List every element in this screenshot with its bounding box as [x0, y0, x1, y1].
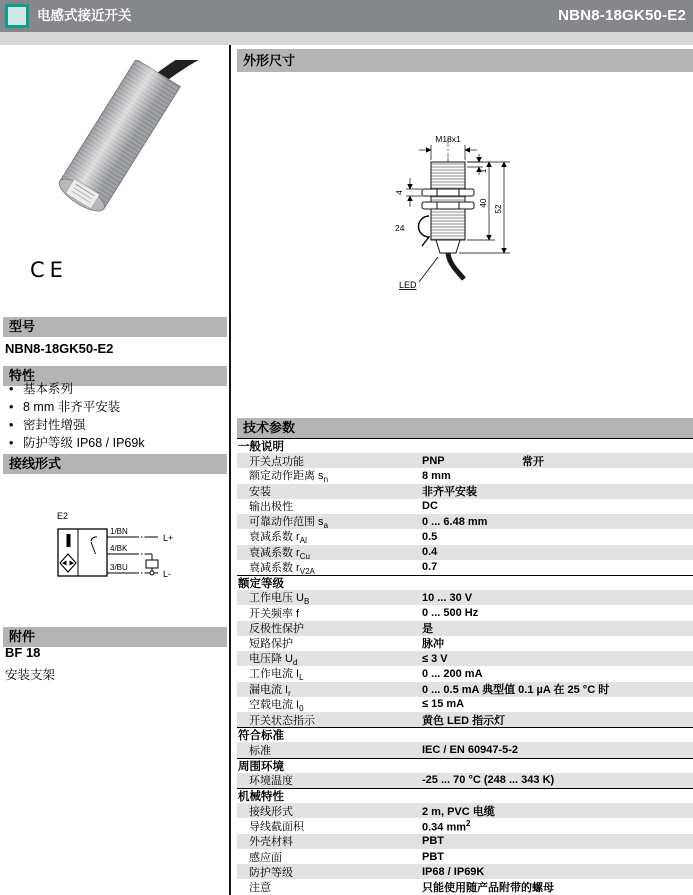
- spec-label: 接线形式: [249, 805, 293, 818]
- spec-value: IEC / EN 60947-5-2: [422, 743, 518, 756]
- spec-row: [237, 818, 693, 833]
- spec-value: 8 mm: [422, 470, 451, 483]
- feature-item: • 基本系列: [5, 380, 225, 398]
- accessory-model: BF 18: [5, 645, 41, 660]
- feature-item: • 防护等级 IP68 / IP69k: [5, 434, 225, 452]
- spec-row: [237, 803, 693, 818]
- spec-value: 0 ... 200 mA: [422, 667, 483, 680]
- header-bar: [0, 0, 693, 32]
- spec-value: PBT: [422, 835, 444, 848]
- spec-label: 标准: [249, 744, 271, 757]
- spec-label: 工作电流 $I_L$: [249, 668, 304, 683]
- wiring-diagram: [50, 503, 185, 585]
- section-bar-accessories: 附件: [3, 627, 227, 647]
- spec-value: 0.5: [422, 530, 438, 543]
- spec-value: 10 ... 30 V: [422, 591, 473, 604]
- spec-value: 非齐平安装: [422, 486, 477, 499]
- spec-label: 额定动作距离 $s_n$: [249, 470, 329, 485]
- spec-section-title: 额定等级: [237, 575, 693, 590]
- spec-label: 可靠动作范围 $s_a$: [249, 516, 329, 531]
- spec-row: [237, 864, 693, 879]
- wrench-icon: [419, 216, 430, 246]
- spec-value: PNP 常开: [422, 454, 544, 468]
- spec-row: [237, 560, 693, 575]
- cable-gland: [436, 240, 460, 253]
- spec-value: 0.34 $mm^2$: [422, 818, 471, 834]
- spec-label: 注意: [249, 881, 271, 894]
- spec-row: [237, 712, 693, 727]
- spec-label: 衰减系数 $r_{Cu}$: [249, 546, 310, 561]
- section-bar-features: 特性: [3, 366, 227, 386]
- spec-row: [237, 773, 693, 788]
- spec-row: [237, 468, 693, 483]
- feature-item: • 8 mm 非齐平安装: [5, 398, 225, 416]
- spec-row: [237, 834, 693, 849]
- spec-value: 0.7: [422, 561, 438, 574]
- spec-row: [237, 651, 693, 666]
- spec-section-title: 周围环境: [237, 758, 693, 773]
- junction: [150, 571, 154, 575]
- spec-value: 黄色 LED 指示灯: [422, 714, 506, 727]
- model-value: NBN8-18GK50-E2: [5, 341, 114, 356]
- bullet-icon: •: [9, 436, 14, 450]
- spec-label: 开关点功能: [249, 455, 304, 468]
- bullet-icon: •: [9, 418, 14, 432]
- spec-row: [237, 621, 693, 636]
- spec-row: [237, 453, 693, 468]
- bullet-icon: •: [9, 382, 14, 396]
- terminal-plus: L+: [163, 533, 174, 543]
- section-bar-specs: 技术参数: [237, 418, 693, 438]
- nut-dim-label: 4: [395, 190, 404, 195]
- spec-row: [237, 499, 693, 514]
- spec-value: -25 ... 70 °C (248 ... 343 K): [422, 774, 555, 787]
- spec-label: 电压降 $U_d$: [249, 653, 298, 668]
- spec-value: IP68 / IP69K: [422, 865, 485, 878]
- header-substrip: [0, 32, 693, 45]
- tip-dim-label: 1: [479, 168, 488, 174]
- spec-label: 开关状态指示: [249, 714, 315, 727]
- wire-label-3: 3/BU: [110, 563, 128, 572]
- spec-label: 开关频率 f: [249, 608, 300, 621]
- spec-row: [237, 879, 693, 894]
- section-bar-model: 型号: [3, 317, 227, 337]
- dimension-drawing: [393, 130, 605, 305]
- product-photo: [55, 60, 215, 240]
- spec-value: 2 m, PVC 电缆: [422, 805, 495, 818]
- bullet-icon: •: [9, 400, 14, 414]
- spec-label: 短路保护: [249, 638, 293, 651]
- spec-label: 外壳材料: [249, 836, 293, 849]
- wire-label-1: 1/BN: [110, 527, 128, 536]
- spec-row: [237, 545, 693, 560]
- spec-label: 衰减系数 $r_{V2A}$: [249, 561, 315, 576]
- spec-label: 感应面: [249, 851, 282, 864]
- spec-value: DC: [422, 500, 438, 513]
- spec-value: PBT: [422, 850, 444, 863]
- spec-row: [237, 636, 693, 651]
- load-symbol: [146, 560, 158, 568]
- cable: [448, 253, 464, 279]
- spec-value: 只能使用随产品附带的螺母: [422, 881, 554, 894]
- spec-label: 环境温度: [249, 775, 293, 788]
- spec-value: 0 ... 0.5 mA 典型值 0.1 µA 在 25 °C 时: [422, 684, 610, 697]
- spec-section-title: 机械特性: [237, 788, 693, 803]
- wrench-size-label: 24: [395, 223, 405, 233]
- spec-value: 是: [422, 623, 433, 636]
- spec-table: [237, 438, 693, 895]
- sensor-body: [55, 60, 180, 217]
- output-symbol: [67, 534, 71, 547]
- spec-label: 导线截面积: [249, 821, 304, 834]
- inductive-symbol: [60, 554, 76, 572]
- spec-row: [237, 514, 693, 529]
- spec-row: [237, 484, 693, 499]
- spec-row: [237, 742, 693, 757]
- section-bar-connection: 接线形式: [3, 454, 227, 474]
- spec-label: 输出极性: [249, 501, 293, 514]
- spec-label: 衰减系数 $r_{Al}$: [249, 531, 307, 546]
- spec-value: ≤ 15 mA: [422, 698, 465, 711]
- column-divider: [229, 45, 231, 895]
- spec-row: [237, 666, 693, 681]
- spec-row: [237, 590, 693, 605]
- spec-section-title: 一般说明: [237, 438, 693, 453]
- spec-label: 工作电压 $U_B$: [249, 592, 310, 607]
- thread-label: M18x1: [435, 134, 461, 144]
- spec-section-title: 符合标准: [237, 727, 693, 742]
- spec-value: 0 ... 500 Hz: [422, 607, 479, 620]
- spec-row: [237, 697, 693, 712]
- spec-label: 防护等级: [249, 866, 293, 879]
- spec-row: [237, 529, 693, 544]
- header-part-number: NBN8-18GK50-E2: [558, 7, 686, 24]
- feature-item: • 密封性增强: [5, 416, 225, 434]
- spec-value: 脉冲: [422, 638, 444, 651]
- page-title: 电感式接近开关: [37, 8, 132, 23]
- spec-row: [237, 682, 693, 697]
- spec-label: 空载电流 $I_0$: [249, 698, 304, 713]
- spec-value: 0.4: [422, 546, 438, 559]
- length-40-label: 40: [479, 198, 488, 208]
- terminal-minus: L-: [163, 569, 172, 579]
- ce-mark: CE: [30, 258, 68, 282]
- feature-list: [5, 380, 225, 452]
- accessory-description: 安装支架: [5, 668, 56, 682]
- spec-row: [237, 849, 693, 864]
- spec-value-secondary: 常开: [522, 455, 544, 468]
- spec-value: 0 ... 6.48 mm: [422, 515, 488, 528]
- spec-label: 安装: [249, 486, 271, 499]
- length-52-label: 52: [494, 204, 503, 214]
- spec-value: ≤ 3 V: [422, 652, 448, 665]
- wire-label-2: 4/BK: [110, 544, 128, 553]
- section-bar-dimensions: 外形尺寸: [237, 49, 693, 72]
- led-label: LED: [399, 280, 417, 290]
- brand-logo-icon: [5, 4, 29, 28]
- spec-label: 漏电流 $I_r$: [249, 683, 291, 698]
- diagram-label: E2: [57, 511, 69, 521]
- spec-row: [237, 605, 693, 620]
- spec-label: 反极性保护: [249, 623, 304, 636]
